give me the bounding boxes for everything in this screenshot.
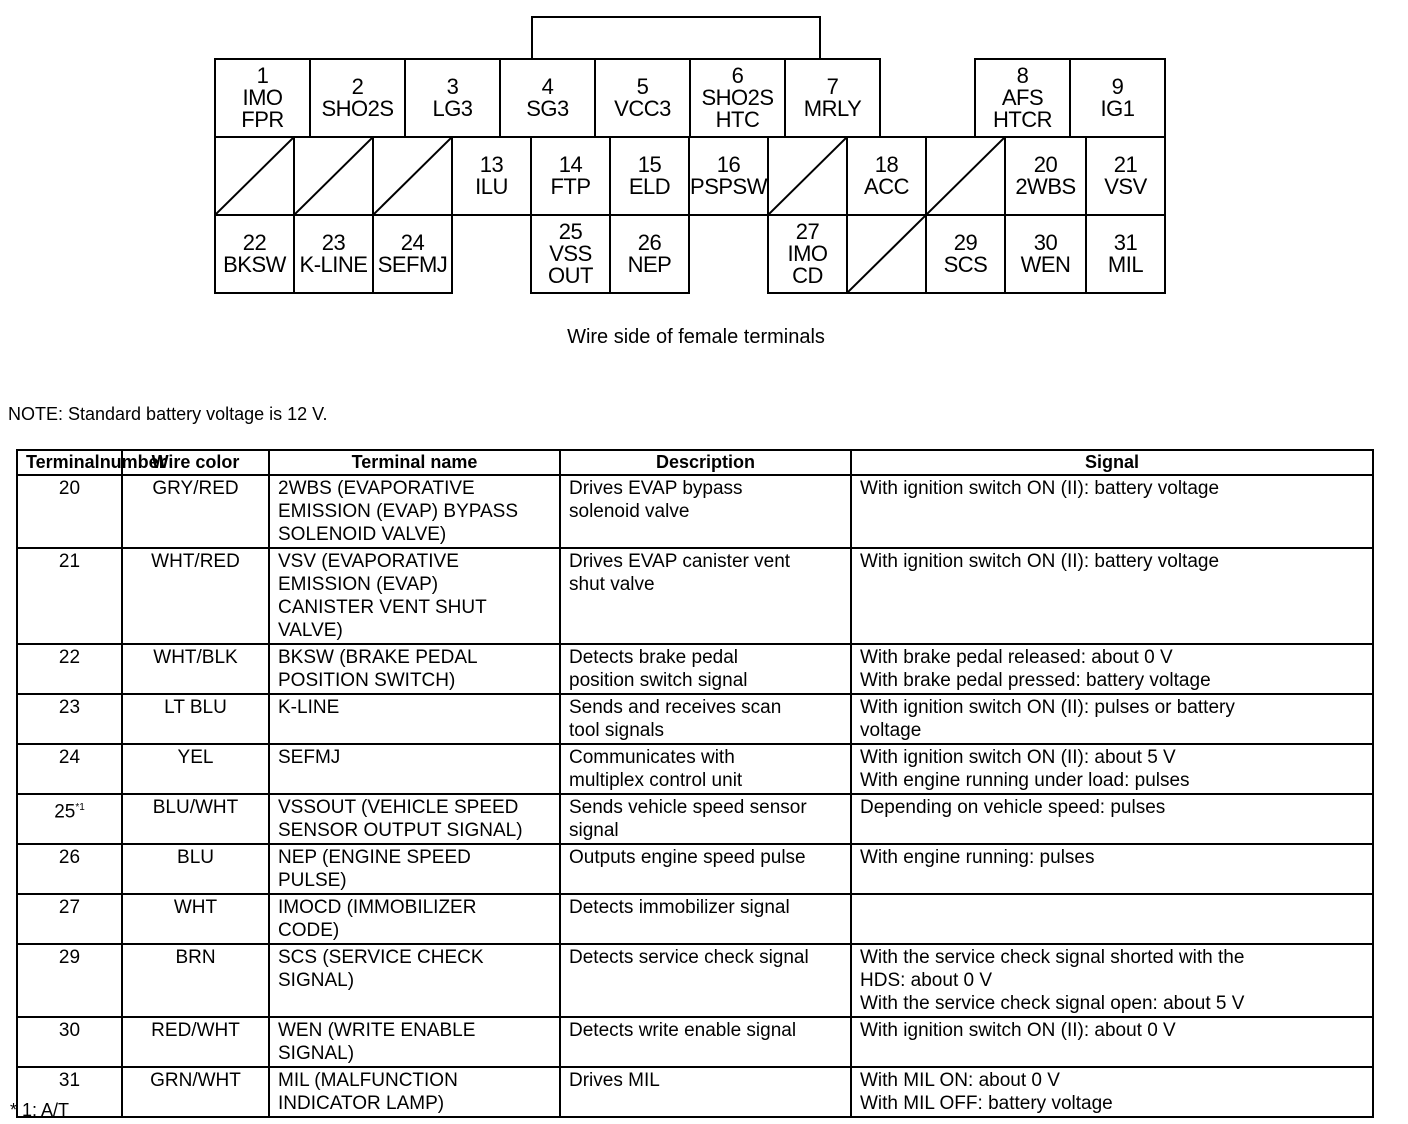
cell-terminal-name	[269, 744, 560, 794]
cell-signal	[851, 548, 1373, 644]
terminal-20: 20 2WBS	[1004, 136, 1087, 216]
signal-line: With ignition switch ON (II): battery voltage	[860, 478, 1220, 499]
cell-terminal-number	[17, 1017, 122, 1067]
cell-terminal-number	[17, 694, 122, 744]
table-row	[17, 744, 1373, 794]
table-row	[17, 548, 1373, 644]
table-row	[17, 1017, 1373, 1067]
terminal-name-line: MIL (MALFUNCTION	[278, 1070, 458, 1091]
table-header-row	[17, 450, 1373, 475]
terminal-name-line: SIGNAL)	[278, 1043, 355, 1064]
cell-description	[560, 475, 851, 548]
terminal-2: 2 SHO2S	[309, 58, 406, 138]
terminal-3: 3 LG3	[404, 58, 501, 138]
signal-line: With brake pedal pressed: battery voltage	[860, 670, 1211, 691]
cell-terminal-number	[17, 894, 122, 944]
description-line: Detects immobilizer signal	[569, 897, 790, 918]
terminal-name-line: VSV (EVAPORATIVE	[278, 551, 459, 572]
table-row	[17, 694, 1373, 744]
terminal-name-line: VALVE)	[278, 620, 343, 641]
terminal-number-value: 20	[58, 478, 81, 499]
cell-description	[560, 548, 851, 644]
terminal-number-value: 25	[54, 801, 76, 823]
terminal-14: 14 FTP	[530, 136, 611, 216]
signal-line: With ignition switch ON (II): pulses or battery	[860, 697, 1235, 718]
cell-terminal-name	[269, 1017, 560, 1067]
cell-terminal-number	[17, 794, 122, 844]
cell-signal	[851, 944, 1373, 1017]
terminal-number-value: 21	[58, 551, 81, 572]
cell-wire-color: LT BLU	[122, 694, 269, 744]
cell-description	[560, 794, 851, 844]
description-line: Outputs engine speed pulse	[569, 847, 806, 868]
signal-line: With ignition switch ON (II): about 5 V	[860, 747, 1176, 768]
terminal-6: 6 SHO2S HTC	[689, 58, 786, 138]
signal-line: With MIL OFF: battery voltage	[860, 1093, 1113, 1114]
terminal-name-line: EMISSION (EVAP) BYPASS	[278, 501, 519, 522]
terminal-21: 21 VSV	[1085, 136, 1166, 216]
cell-wire-color: WHT	[122, 894, 269, 944]
cell-signal	[851, 794, 1373, 844]
cell-description	[560, 1017, 851, 1067]
table-row	[17, 1067, 1373, 1117]
terminal-name-line: IMOCD (IMMOBILIZER	[278, 897, 477, 918]
terminal-name-line: SOLENOID VALVE)	[278, 524, 447, 545]
cell-terminal-number	[17, 475, 122, 548]
cell-wire-color: BLU	[122, 844, 269, 894]
description-line: tool signals	[569, 720, 665, 741]
cell-terminal-name	[269, 548, 560, 644]
cell-terminal-number	[17, 744, 122, 794]
cell-terminal-number	[17, 944, 122, 1017]
terminal-22: 22 BKSW	[214, 214, 295, 294]
description-line: Drives EVAP bypass	[569, 478, 743, 499]
table-row	[17, 894, 1373, 944]
terminal-8: 8 AFS HTCR	[974, 58, 1071, 138]
terminal-name-line: 2WBS (EVAPORATIVE	[278, 478, 475, 499]
cell-wire-color: WHT/BLK	[122, 644, 269, 694]
terminal-25: 25 VSS OUT	[530, 214, 611, 294]
signal-line: HDS: about 0 V	[860, 970, 993, 991]
terminal-13: 13 ILU	[451, 136, 532, 216]
cell-terminal-number	[17, 844, 122, 894]
terminal-24: 24 SEFMJ	[372, 214, 453, 294]
terminal-name-line: NEP (ENGINE SPEED	[278, 847, 471, 868]
signal-line: voltage	[860, 720, 922, 741]
cell-wire-color: BRN	[122, 944, 269, 1017]
terminal-name-line: POSITION SWITCH)	[278, 670, 456, 691]
cell-wire-color: GRN/WHT	[122, 1067, 269, 1117]
signal-line: With the service check signal open: about 5 V	[860, 993, 1245, 1014]
terminal-name-line: K-LINE	[278, 697, 340, 718]
description-line: Sends and receives scan	[569, 697, 782, 718]
terminal-number-value: 31	[58, 1070, 81, 1091]
terminal-name-line: SEFMJ	[278, 747, 341, 768]
terminal-18: 18 ACC	[846, 136, 927, 216]
description-line: multiplex control unit	[569, 770, 743, 791]
diagram-caption: Wire side of female terminals	[567, 326, 825, 348]
cell-description	[560, 944, 851, 1017]
terminal-1: 1 IMO FPR	[214, 58, 311, 138]
blank-terminal-17	[767, 136, 848, 216]
connector-lock-tab	[531, 16, 821, 60]
terminal-27: 27 IMO CD	[767, 214, 848, 294]
terminal-number-value: 26	[58, 847, 81, 868]
blank-terminal-11	[293, 136, 374, 216]
table-row	[17, 794, 1373, 844]
description-line: signal	[569, 820, 619, 841]
description-line: position switch signal	[569, 670, 748, 691]
cell-terminal-name	[269, 944, 560, 1017]
description-line: shut valve	[569, 574, 655, 595]
cell-wire-color: GRY/RED	[122, 475, 269, 548]
blank-terminal-28	[846, 214, 927, 294]
cell-signal	[851, 1067, 1373, 1117]
cell-signal	[851, 644, 1373, 694]
signal-line: With the service check signal shorted with the	[860, 947, 1245, 968]
header-terminal-number: Terminalnumber	[17, 450, 122, 475]
description-line: solenoid valve	[569, 501, 690, 522]
cell-description	[560, 694, 851, 744]
cell-terminal-name	[269, 794, 560, 844]
terminal-name-line: PULSE)	[278, 870, 347, 891]
terminal-name-line: SIGNAL)	[278, 970, 355, 991]
blank-terminal-19	[925, 136, 1006, 216]
cell-terminal-name	[269, 844, 560, 894]
terminal-number-value: 30	[58, 1020, 81, 1041]
cell-description	[560, 744, 851, 794]
table-body	[17, 475, 1373, 1117]
table-row	[17, 644, 1373, 694]
signal-line: Depending on vehicle speed: pulses	[860, 797, 1166, 818]
terminal-table	[16, 449, 1374, 1118]
cell-signal	[851, 844, 1373, 894]
terminal-number-value: 22	[58, 647, 81, 668]
table-row	[17, 475, 1373, 548]
terminal-4: 4 SG3	[499, 58, 596, 138]
cell-signal	[851, 694, 1373, 744]
description-line: Detects write enable signal	[569, 1020, 797, 1041]
terminal-name-line: SCS (SERVICE CHECK	[278, 947, 484, 968]
cell-description	[560, 644, 851, 694]
header-description: Description	[560, 450, 851, 475]
cell-description	[560, 1067, 851, 1117]
footnote: * 1: A/T	[10, 1100, 70, 1120]
description-line: Drives EVAP canister vent	[569, 551, 791, 572]
terminal-name-line: CANISTER VENT SHUT	[278, 597, 487, 618]
terminal-5: 5 VCC3	[594, 58, 691, 138]
terminal-number-value: 27	[58, 897, 81, 918]
terminal-number-value: 24	[58, 747, 81, 768]
terminal-29: 29 SCS	[925, 214, 1006, 294]
terminal-name-line: SENSOR OUTPUT SIGNAL)	[278, 820, 523, 841]
terminal-26: 26 NEP	[609, 214, 690, 294]
terminal-23: 23 K-LINE	[293, 214, 374, 294]
terminal-15: 15 ELD	[609, 136, 690, 216]
cell-wire-color: WHT/RED	[122, 548, 269, 644]
cell-terminal-name	[269, 1067, 560, 1117]
terminal-number-value: 23	[58, 697, 81, 718]
signal-line: With ignition switch ON (II): battery voltage	[860, 551, 1220, 572]
cell-wire-color: YEL	[122, 744, 269, 794]
signal-line: With engine running: pulses	[860, 847, 1095, 868]
description-line: Detects service check signal	[569, 947, 809, 968]
description-line: Drives MIL	[569, 1070, 660, 1091]
cell-signal	[851, 1017, 1373, 1067]
terminal-name-line: EMISSION (EVAP)	[278, 574, 439, 595]
terminal-name-line: INDICATOR LAMP)	[278, 1093, 445, 1114]
cell-terminal-name	[269, 894, 560, 944]
terminal-31: 31 MIL	[1085, 214, 1166, 294]
terminal-name-line: BKSW (BRAKE PEDAL	[278, 647, 478, 668]
battery-voltage-note: NOTE: Standard battery voltage is 12 V.	[8, 404, 328, 424]
blank-terminal-10	[214, 136, 295, 216]
description-line: Communicates with	[569, 747, 735, 768]
signal-line: With ignition switch ON (II): about 0 V	[860, 1020, 1176, 1041]
cell-description	[560, 894, 851, 944]
footnote-marker: *1	[75, 802, 85, 813]
cell-signal	[851, 744, 1373, 794]
table-row	[17, 844, 1373, 894]
terminal-name-line: WEN (WRITE ENABLE	[278, 1020, 476, 1041]
description-line: Sends vehicle speed sensor	[569, 797, 807, 818]
signal-line: With MIL ON: about 0 V	[860, 1070, 1060, 1091]
table-row	[17, 944, 1373, 1017]
cell-signal	[851, 894, 1373, 944]
blank-terminal-12	[372, 136, 453, 216]
description-line: Detects brake pedal	[569, 647, 738, 668]
cell-terminal-name	[269, 475, 560, 548]
terminal-9: 9 IG1	[1069, 58, 1166, 138]
header-signal: Signal	[851, 450, 1373, 475]
terminal-16: 16 PSPSW	[688, 136, 769, 216]
header-wire-color: Wire color	[122, 450, 269, 475]
cell-terminal-number	[17, 548, 122, 644]
terminal-number-value: 29	[58, 947, 81, 968]
terminal-7: 7 MRLY	[784, 58, 881, 138]
signal-line: With engine running under load: pulses	[860, 770, 1190, 791]
terminal-name-line: CODE)	[278, 920, 340, 941]
cell-wire-color: BLU/WHT	[122, 794, 269, 844]
cell-wire-color: RED/WHT	[122, 1017, 269, 1067]
cell-description	[560, 844, 851, 894]
terminal-name-line: VSSOUT (VEHICLE SPEED	[278, 797, 519, 818]
cell-signal	[851, 475, 1373, 548]
signal-line: With brake pedal released: about 0 V	[860, 647, 1173, 668]
cell-terminal-name	[269, 694, 560, 744]
header-terminal-name: Terminal name	[269, 450, 560, 475]
cell-terminal-name	[269, 644, 560, 694]
cell-terminal-number	[17, 644, 122, 694]
terminal-30: 30 WEN	[1004, 214, 1087, 294]
